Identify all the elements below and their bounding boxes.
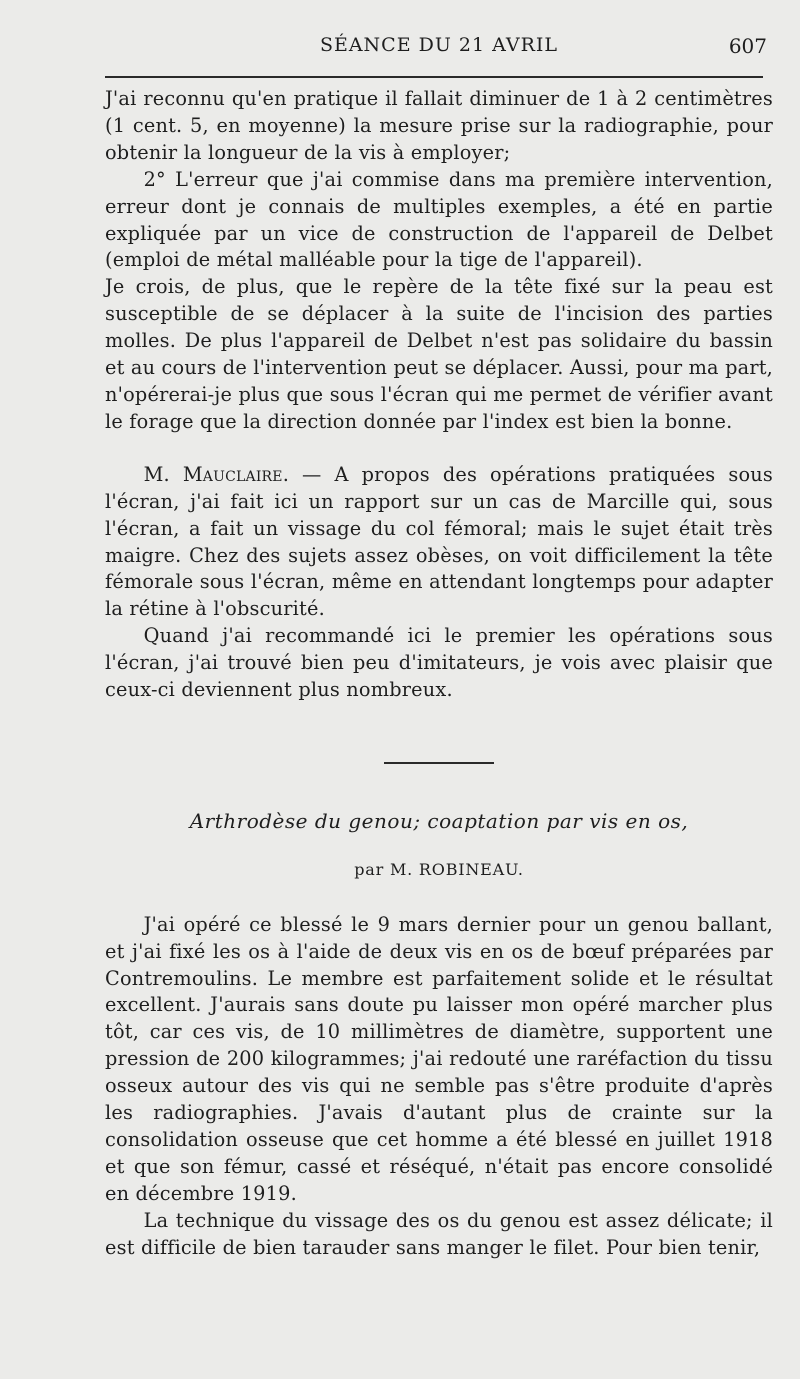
speaker-name: M. Mauclaire. <box>143 462 290 486</box>
page-number: 607 <box>728 34 767 58</box>
paragraph: Je crois, de plus, que le repère de la tête fixé sur la peau est susceptible de se déplacer à la suite de l'incision des parties molles. De plus l'appareil de Delbet n'est pas solidaire du bassin et au cours de l'intervention peut se déplacer. Aussi, pour ma part, n'opérerai-je plus que sous l'écran qui me permet de vérifier avant le forage que la direction donnée par l'index est bien la bonne. <box>105 275 774 433</box>
mauclaire-paragraph <box>105 462 773 623</box>
paragraph: J'ai opéré ce blessé le 9 mars dernier pour un genou ballant, et j'ai fixé les os à l'aide de deux vis en os de bœuf préparées par Contremoulins. Le membre est parfaitement solide et le résultat excellent. J'aurais sans doute pu laisser mon opéré marcher plus tôt, car ces vis, de 10 millimètres de diamètre, supportent une pression de 200 kilogrammes; j'ai redouté une raréfaction du tissu osseux autour des vis qui ne semble pas s'être produite d'après les radiographies. J'avais d'autant plus de crainte sur la consolidation osseuse que cet homme a été blessé en juillet 1918 et que son fémur, cassé et réséqué, n'était pas encore consolidé en décembre 1919. <box>105 912 773 1205</box>
body-text <box>105 86 773 1262</box>
header-rule <box>105 76 763 78</box>
paragraph-gap <box>105 436 773 462</box>
paragraph: La technique du vissage des os du genou est assez délicate; il est difficile de bien tarauder sans manger le filet. Pour bien tenir, <box>105 1208 773 1259</box>
paragraph: 2° L'erreur que j'ai commise dans ma première intervention, erreur dont je connais de multiples exemples, a été en partie expliquée par un vice de construction de l'appareil de Delbet (emploi de métal malléable pour la tige de l'appareil). <box>105 167 773 272</box>
speaker-text: — A propos des opérations pratiquées sous l'écran, j'ai fait ici un rapport sur un cas de Marcille qui, sous l'écran, a fait un vissage du col fémoral; mais le sujet était très maigre. Chez des sujets assez obèses, on voit difficilement la tête fémorale sous l'écran, même en attendant longtemps pour adapter la rétine à l'obscurité. <box>105 462 773 621</box>
running-title: SÉANCE DU 21 AVRIL <box>319 34 559 56</box>
article-title: Arthrodèse du genou; coaptation par vis en os, <box>189 808 689 833</box>
article-body <box>105 912 773 1262</box>
running-head <box>105 34 773 64</box>
paragraph: J'ai reconnu qu'en pratique il fallait diminuer de 1 à 2 centimètres (1 cent. 5, en moyenne) la mesure prise sur la radiographie, pour obtenir la longueur de la vis à employer; <box>105 87 773 164</box>
article-author: par M. ROBINEAU. <box>354 859 524 879</box>
paragraph: Quand j'ai recommandé ici le premier les opérations sous l'écran, j'ai trouvé bien peu d'imitateurs, je vois avec plaisir que ceux-ci deviennent plus nombreux. <box>105 624 773 702</box>
section-divider <box>384 762 494 764</box>
